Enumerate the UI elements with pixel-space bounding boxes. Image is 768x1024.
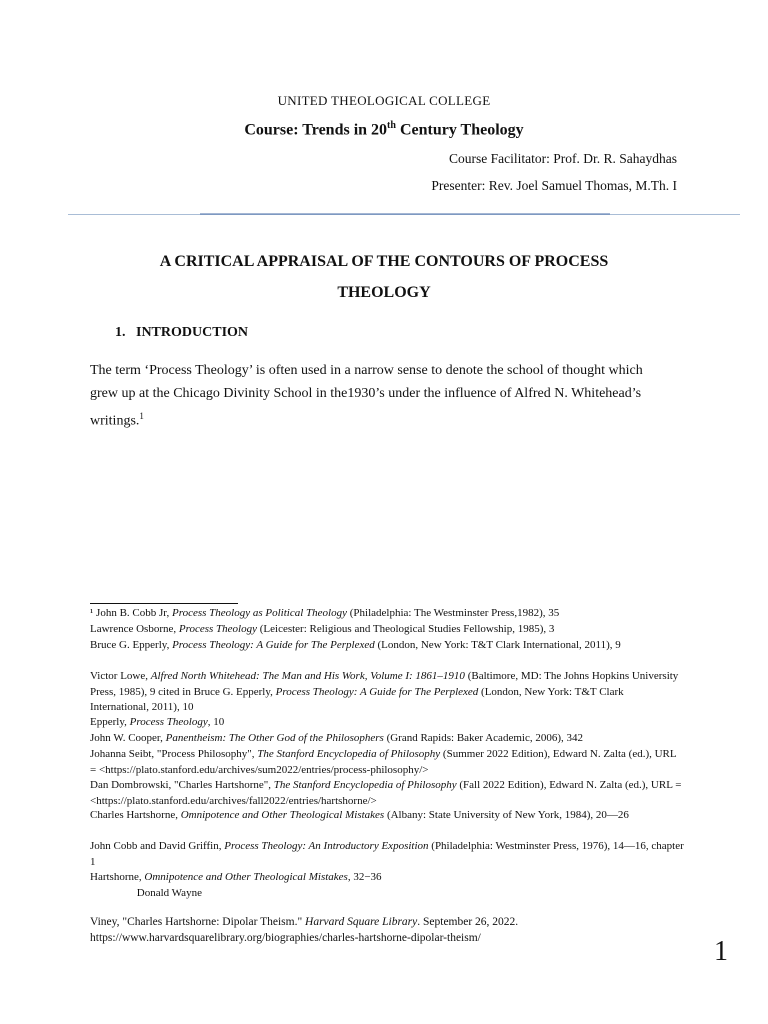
footnote-pre: Donald Wayne xyxy=(90,887,202,899)
footnote-item xyxy=(90,870,685,886)
paper-title-line-2: THEOLOGY xyxy=(337,284,431,301)
footnote-pre: Lawrence Osborne, xyxy=(90,623,179,635)
viney-title: Harvard Square Library xyxy=(305,916,418,928)
course-facilitator: Course Facilitator: Prof. Dr. R. Sahaydhas xyxy=(449,151,677,166)
footnote-item xyxy=(90,886,685,902)
footnote-title: Omnipotence and Other Theological Mistakes xyxy=(144,871,348,883)
footnote-post: (Grand Rapids: Baker Academic, 2006), 342 xyxy=(383,732,583,744)
footnote-title: Process Theology as Political Theology xyxy=(172,607,347,619)
footnote-pre: Charles Hartshorne, xyxy=(90,809,181,821)
footnote-post: (Fall 2022 Edition), Edward N. Zalta (ed.), URL = <https://plato.stanford.edu/archives/fall2022/entries/hartshorne/> xyxy=(90,779,682,807)
footnote-post: (Summer 2022 Edition), Edward N. Zalta (ed.), URL = <https://plato.stanford.edu/archives/sum2022/entries/process-philosophy/> xyxy=(90,748,677,776)
footnote-item xyxy=(90,747,685,778)
course-title-sup: th xyxy=(387,120,396,131)
footnote-pre: Johanna Seibt, "Process Philosophy", xyxy=(90,748,258,760)
footnote-post: (Leicester: Religious and Theological Studies Fellowship, 1985), 3 xyxy=(257,623,555,635)
college-name: UNITED THEOLOGICAL COLLEGE xyxy=(277,93,491,108)
page-number: 1 xyxy=(714,936,728,967)
paper-title-line-1: A CRITICAL APPRAISAL OF THE CONTOURS OF PROCESS xyxy=(159,253,609,270)
footnote-item xyxy=(90,638,685,654)
footnote-title: Process Theology: A Guide for The Perplexed xyxy=(172,639,375,651)
footnote-title: Process Theology: An Introductory Exposition xyxy=(224,840,429,852)
footnote-item xyxy=(90,715,685,731)
footnote-pre: Victor Lowe, xyxy=(90,670,151,682)
footnote-item xyxy=(90,622,685,638)
footnote-pre: Epperly, xyxy=(90,716,130,728)
footnote-title: Alfred North Whitehead: The Man and His Work, Volume I: 1861–1910 xyxy=(150,670,465,682)
footnote-title: The Stanford Encyclopedia of Philosophy xyxy=(273,779,457,791)
footnote-title: The Stanford Encyclopedia of Philosophy xyxy=(257,748,441,760)
footnote-post: (Philadelphia: The Westminster Press,1982), 35 xyxy=(346,607,560,619)
footnote-title: Panentheism: The Other God of the Philosophers xyxy=(165,732,384,744)
footnote-post: (Albany: State University of New York, 1984), 20—26 xyxy=(384,809,629,821)
footnote-pre: John W. Cooper, xyxy=(90,732,166,744)
footnote-item xyxy=(90,669,685,716)
course-title-suffix: Century Theology xyxy=(395,121,524,139)
viney-pre: Viney, "Charles Hartshorne: Dipolar Theism." xyxy=(90,916,306,928)
footnote-title: Process Theology xyxy=(178,623,257,635)
footnote-separator xyxy=(90,603,238,604)
footnote-pre: Hartshorne, xyxy=(90,871,145,883)
presenter: Presenter: Rev. Joel Samuel Thomas, M.Th. I xyxy=(431,178,677,193)
footnote-title: Omnipotence and Other Theological Mistakes xyxy=(180,809,385,821)
intro-paragraph xyxy=(90,360,670,433)
footnote-item xyxy=(90,731,685,747)
intro-paragraph-text: The term ‘Process Theology’ is often used in a narrow sense to denote the school of thought which grew up at the Chicago Divinity School in the1930’s under the influence of Alfred N. Whitehead’s writings. xyxy=(90,363,643,429)
header-divider-accent xyxy=(200,213,610,215)
footnote-post-2: (London, New York: T&T Clark International, 2011), 10 xyxy=(90,685,624,713)
footnote-title-2: Process Theology: A Guide for The Perplexed xyxy=(275,685,479,698)
footnote-post: , 32−36 xyxy=(347,871,382,883)
viney-reference xyxy=(90,915,685,946)
footnote-item xyxy=(90,778,685,809)
footnote-post: (London, New York: T&T Clark International, 2011), 9 xyxy=(374,639,621,651)
section-heading: 1. INTRODUCTION xyxy=(115,325,249,340)
footnote-pre: John Cobb and David Griffin, xyxy=(90,840,225,852)
viney-post: . September 26, 2022. https://www.harvardsquarelibrary.org/biographies/charles-hartshorne-dipolar-theism/ xyxy=(90,916,519,944)
course-title xyxy=(0,120,768,139)
footnote-post: , 10 xyxy=(207,716,225,728)
footnote-title: Process Theology xyxy=(129,716,208,728)
course-title-prefix: Course: Trends in 20 xyxy=(244,121,388,139)
footnote-item xyxy=(90,606,685,622)
footnote-item xyxy=(90,808,685,824)
footnote-pre: Dan Dombrowski, "Charles Hartshorne", xyxy=(90,779,274,791)
footnote-item xyxy=(90,839,685,870)
footnote-pre: ¹ John B. Cobb Jr, xyxy=(90,607,173,619)
footnote-post: (Baltimore, MD: The Johns Hopkins University Press, 1985), 9 cited in Bruce G. Epperly, xyxy=(90,670,679,698)
footnote-pre: Bruce G. Epperly, xyxy=(90,639,173,651)
footnote-post: (Philadelphia: Westminster Press, 1976), 14—16, chapter 1 xyxy=(90,840,684,868)
footnote-reference: 1 xyxy=(139,411,144,421)
